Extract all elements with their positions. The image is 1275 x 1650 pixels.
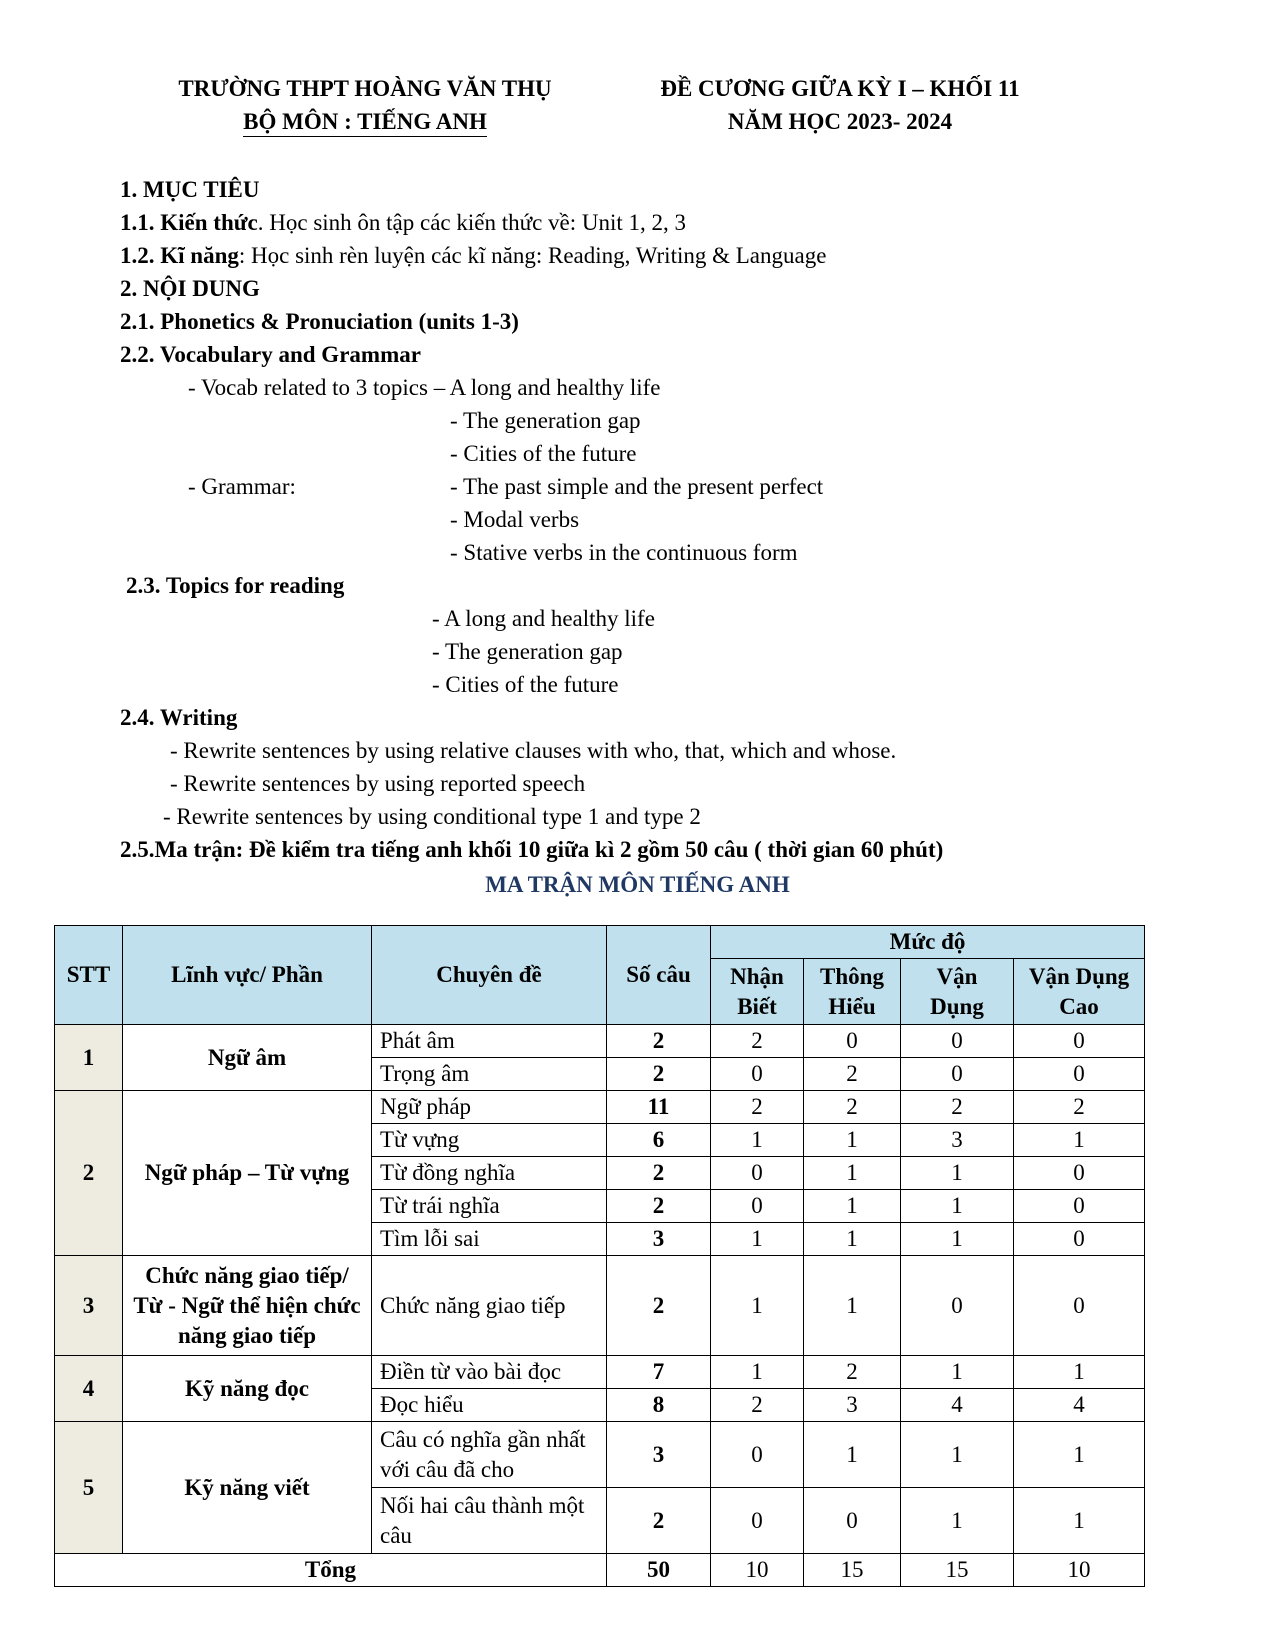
count-cell: 7 xyxy=(607,1356,711,1389)
vd-cell: 2 xyxy=(901,1091,1014,1124)
th-cell: 2 xyxy=(804,1091,901,1124)
total-nb: 10 xyxy=(711,1554,804,1587)
count-cell: 2 xyxy=(607,1157,711,1190)
topic-cell: Điền từ vào bài đọc xyxy=(372,1356,607,1389)
total-label: Tổng xyxy=(55,1554,607,1587)
th-cell: 3 xyxy=(804,1389,901,1422)
section-2-heading: 2. NỘI DUNG xyxy=(120,276,260,301)
total-vdc: 10 xyxy=(1014,1554,1145,1587)
count-cell: 2 xyxy=(607,1256,711,1356)
topic-cell: Đọc hiểu xyxy=(372,1389,607,1422)
writing-item: - Rewrite sentences by using reported speech xyxy=(170,771,586,796)
stt-cell: 3 xyxy=(55,1256,123,1356)
knowledge-text: . Học sinh ôn tập các kiến thức về: Unit 1, 2, 3 xyxy=(257,210,687,235)
grammar-item: - Modal verbs xyxy=(450,507,580,532)
table-row xyxy=(55,1422,1145,1488)
vd-cell: 1 xyxy=(901,1356,1014,1389)
th-cell: 1 xyxy=(804,1223,901,1256)
count-cell: 2 xyxy=(607,1058,711,1091)
nb-cell: 1 xyxy=(711,1124,804,1157)
vocab-grammar-heading: 2.2. Vocabulary and Grammar xyxy=(120,342,421,367)
header-field: Lĩnh vực/ Phần xyxy=(123,926,372,1025)
nb-cell: 1 xyxy=(711,1256,804,1356)
skills-text: : Học sinh rèn luyện các kĩ năng: Reading, Writing & Language xyxy=(238,243,827,268)
th-cell: 1 xyxy=(804,1256,901,1356)
topic-cell: Từ trái nghĩa xyxy=(372,1190,607,1223)
total-row xyxy=(55,1554,1145,1587)
th-cell: 2 xyxy=(804,1058,901,1091)
writing-item: - Rewrite sentences by using relative clauses with who, that, which and whose. xyxy=(170,738,897,763)
nb-cell: 0 xyxy=(711,1488,804,1554)
count-cell: 8 xyxy=(607,1389,711,1422)
table-row xyxy=(55,1256,1145,1356)
total-count: 50 xyxy=(607,1554,711,1587)
th-cell: 0 xyxy=(804,1025,901,1058)
count-cell: 6 xyxy=(607,1124,711,1157)
table-row xyxy=(55,1025,1145,1058)
vdc-cell: 0 xyxy=(1014,1157,1145,1190)
header-count: Số câu xyxy=(607,926,711,1025)
topic-cell: Nối hai câu thành một câu xyxy=(372,1488,607,1554)
matrix-heading: 2.5.Ma trận: Đề kiểm tra tiếng anh khối 10 giữa kì 2 gồm 50 câu ( thời gian 60 phút) xyxy=(120,837,944,862)
vd-cell: 0 xyxy=(901,1256,1014,1356)
vd-cell: 3 xyxy=(901,1124,1014,1157)
nb-cell: 2 xyxy=(711,1025,804,1058)
vd-cell: 1 xyxy=(901,1190,1014,1223)
stt-cell: 4 xyxy=(55,1356,123,1422)
field-cell: Kỹ năng viết xyxy=(123,1422,372,1554)
header-level: Mức độ xyxy=(711,926,1145,959)
vd-cell: 0 xyxy=(901,1058,1014,1091)
knowledge-line xyxy=(120,209,686,237)
header-vd: Vận Dụng xyxy=(901,959,1014,1025)
field-cell: Ngữ âm xyxy=(123,1025,372,1091)
nb-cell: 0 xyxy=(711,1058,804,1091)
count-cell: 3 xyxy=(607,1422,711,1488)
reading-heading: 2.3. Topics for reading xyxy=(126,573,345,598)
header-stt: STT xyxy=(55,926,123,1025)
vdc-cell: 1 xyxy=(1014,1356,1145,1389)
section-1-heading: 1. MỤC TIÊU xyxy=(120,177,260,202)
table-row xyxy=(55,1356,1145,1389)
vdc-cell: 0 xyxy=(1014,1190,1145,1223)
stt-cell: 1 xyxy=(55,1025,123,1091)
document-title: ĐỀ CƯƠNG GIỮA KỲ I – KHỐI 11 xyxy=(660,76,1020,101)
nb-cell: 2 xyxy=(711,1091,804,1124)
vdc-cell: 2 xyxy=(1014,1091,1145,1124)
writing-item: - Rewrite sentences by using conditional type 1 and type 2 xyxy=(163,804,701,829)
nb-cell: 0 xyxy=(711,1422,804,1488)
skills-line xyxy=(120,242,826,270)
reading-item: - A long and healthy life xyxy=(432,606,655,631)
nb-cell: 1 xyxy=(711,1356,804,1389)
vd-cell: 4 xyxy=(901,1389,1014,1422)
vdc-cell: 0 xyxy=(1014,1058,1145,1091)
vdc-cell: 1 xyxy=(1014,1124,1145,1157)
total-th: 15 xyxy=(804,1554,901,1587)
field-cell: Chức năng giao tiếp/ Từ - Ngữ thể hiện chức năng giao tiếp xyxy=(123,1256,372,1356)
vdc-cell: 4 xyxy=(1014,1389,1145,1422)
grammar-label: - Grammar: xyxy=(188,474,296,499)
writing-heading: 2.4. Writing xyxy=(120,705,238,730)
topic-cell: Câu có nghĩa gần nhất với câu đã cho xyxy=(372,1422,607,1488)
phonetics-heading: 2.1. Phonetics & Pronuciation (units 1-3) xyxy=(120,309,519,334)
topic-cell: Ngữ pháp xyxy=(372,1091,607,1124)
vd-cell: 1 xyxy=(901,1488,1014,1554)
count-cell: 2 xyxy=(607,1025,711,1058)
vd-cell: 1 xyxy=(901,1223,1014,1256)
th-cell: 1 xyxy=(804,1190,901,1223)
vdc-cell: 1 xyxy=(1014,1488,1145,1554)
skills-label: 1.2. Kĩ năng xyxy=(120,243,239,268)
field-cell: Ngữ pháp – Từ vựng xyxy=(123,1091,372,1256)
vocab-topic: - Cities of the future xyxy=(450,441,637,466)
topic-cell: Tìm lỗi sai xyxy=(372,1223,607,1256)
nb-cell: 0 xyxy=(711,1157,804,1190)
vdc-cell: 1 xyxy=(1014,1422,1145,1488)
total-vd: 15 xyxy=(901,1554,1014,1587)
vdc-cell: 0 xyxy=(1014,1223,1145,1256)
nb-cell: 1 xyxy=(711,1223,804,1256)
vocab-line: - Vocab related to 3 topics – A long and healthy life xyxy=(188,375,661,400)
knowledge-label: 1.1. Kiến thức xyxy=(120,210,258,235)
th-cell: 1 xyxy=(804,1157,901,1190)
grammar-item: - Stative verbs in the continuous form xyxy=(450,540,798,565)
nb-cell: 0 xyxy=(711,1190,804,1223)
count-cell: 2 xyxy=(607,1488,711,1554)
vd-cell: 1 xyxy=(901,1422,1014,1488)
count-cell: 11 xyxy=(607,1091,711,1124)
nb-cell: 2 xyxy=(711,1389,804,1422)
header-nb: Nhận Biết xyxy=(711,959,804,1025)
header-topic: Chuyên đề xyxy=(372,926,607,1025)
topic-cell: Từ đồng nghĩa xyxy=(372,1157,607,1190)
vdc-cell: 0 xyxy=(1014,1256,1145,1356)
matrix-table xyxy=(54,925,1145,1587)
field-cell: Kỹ năng đọc xyxy=(123,1356,372,1422)
topic-cell: Phát âm xyxy=(372,1025,607,1058)
vdc-cell: 0 xyxy=(1014,1025,1145,1058)
vd-cell: 0 xyxy=(901,1025,1014,1058)
count-cell: 2 xyxy=(607,1190,711,1223)
school-year: NĂM HỌC 2023- 2024 xyxy=(727,109,953,134)
th-cell: 1 xyxy=(804,1422,901,1488)
th-cell: 0 xyxy=(804,1488,901,1554)
table-row xyxy=(55,1091,1145,1124)
count-cell: 3 xyxy=(607,1223,711,1256)
subject-name: BỘ MÔN : TIẾNG ANH xyxy=(243,108,487,137)
th-cell: 1 xyxy=(804,1124,901,1157)
th-cell: 2 xyxy=(804,1356,901,1389)
topic-cell: Chức năng giao tiếp xyxy=(372,1256,607,1356)
vd-cell: 1 xyxy=(901,1157,1014,1190)
school-name: TRƯỜNG THPT HOÀNG VĂN THỤ xyxy=(178,76,552,101)
reading-item: - The generation gap xyxy=(432,639,623,664)
stt-cell: 2 xyxy=(55,1091,123,1256)
header-vdc: Vận Dụng Cao xyxy=(1014,959,1145,1025)
topic-cell: Trọng âm xyxy=(372,1058,607,1091)
grammar-item: - The past simple and the present perfect xyxy=(450,474,824,499)
header-left xyxy=(150,72,580,138)
vocab-topic: - The generation gap xyxy=(450,408,641,433)
header-right xyxy=(630,72,1050,138)
table-title: MA TRẬN MÔN TIẾNG ANH xyxy=(485,872,790,897)
reading-item: - Cities of the future xyxy=(432,672,619,697)
topic-cell: Từ vựng xyxy=(372,1124,607,1157)
stt-cell: 5 xyxy=(55,1422,123,1554)
header-th: Thông Hiểu xyxy=(804,959,901,1025)
